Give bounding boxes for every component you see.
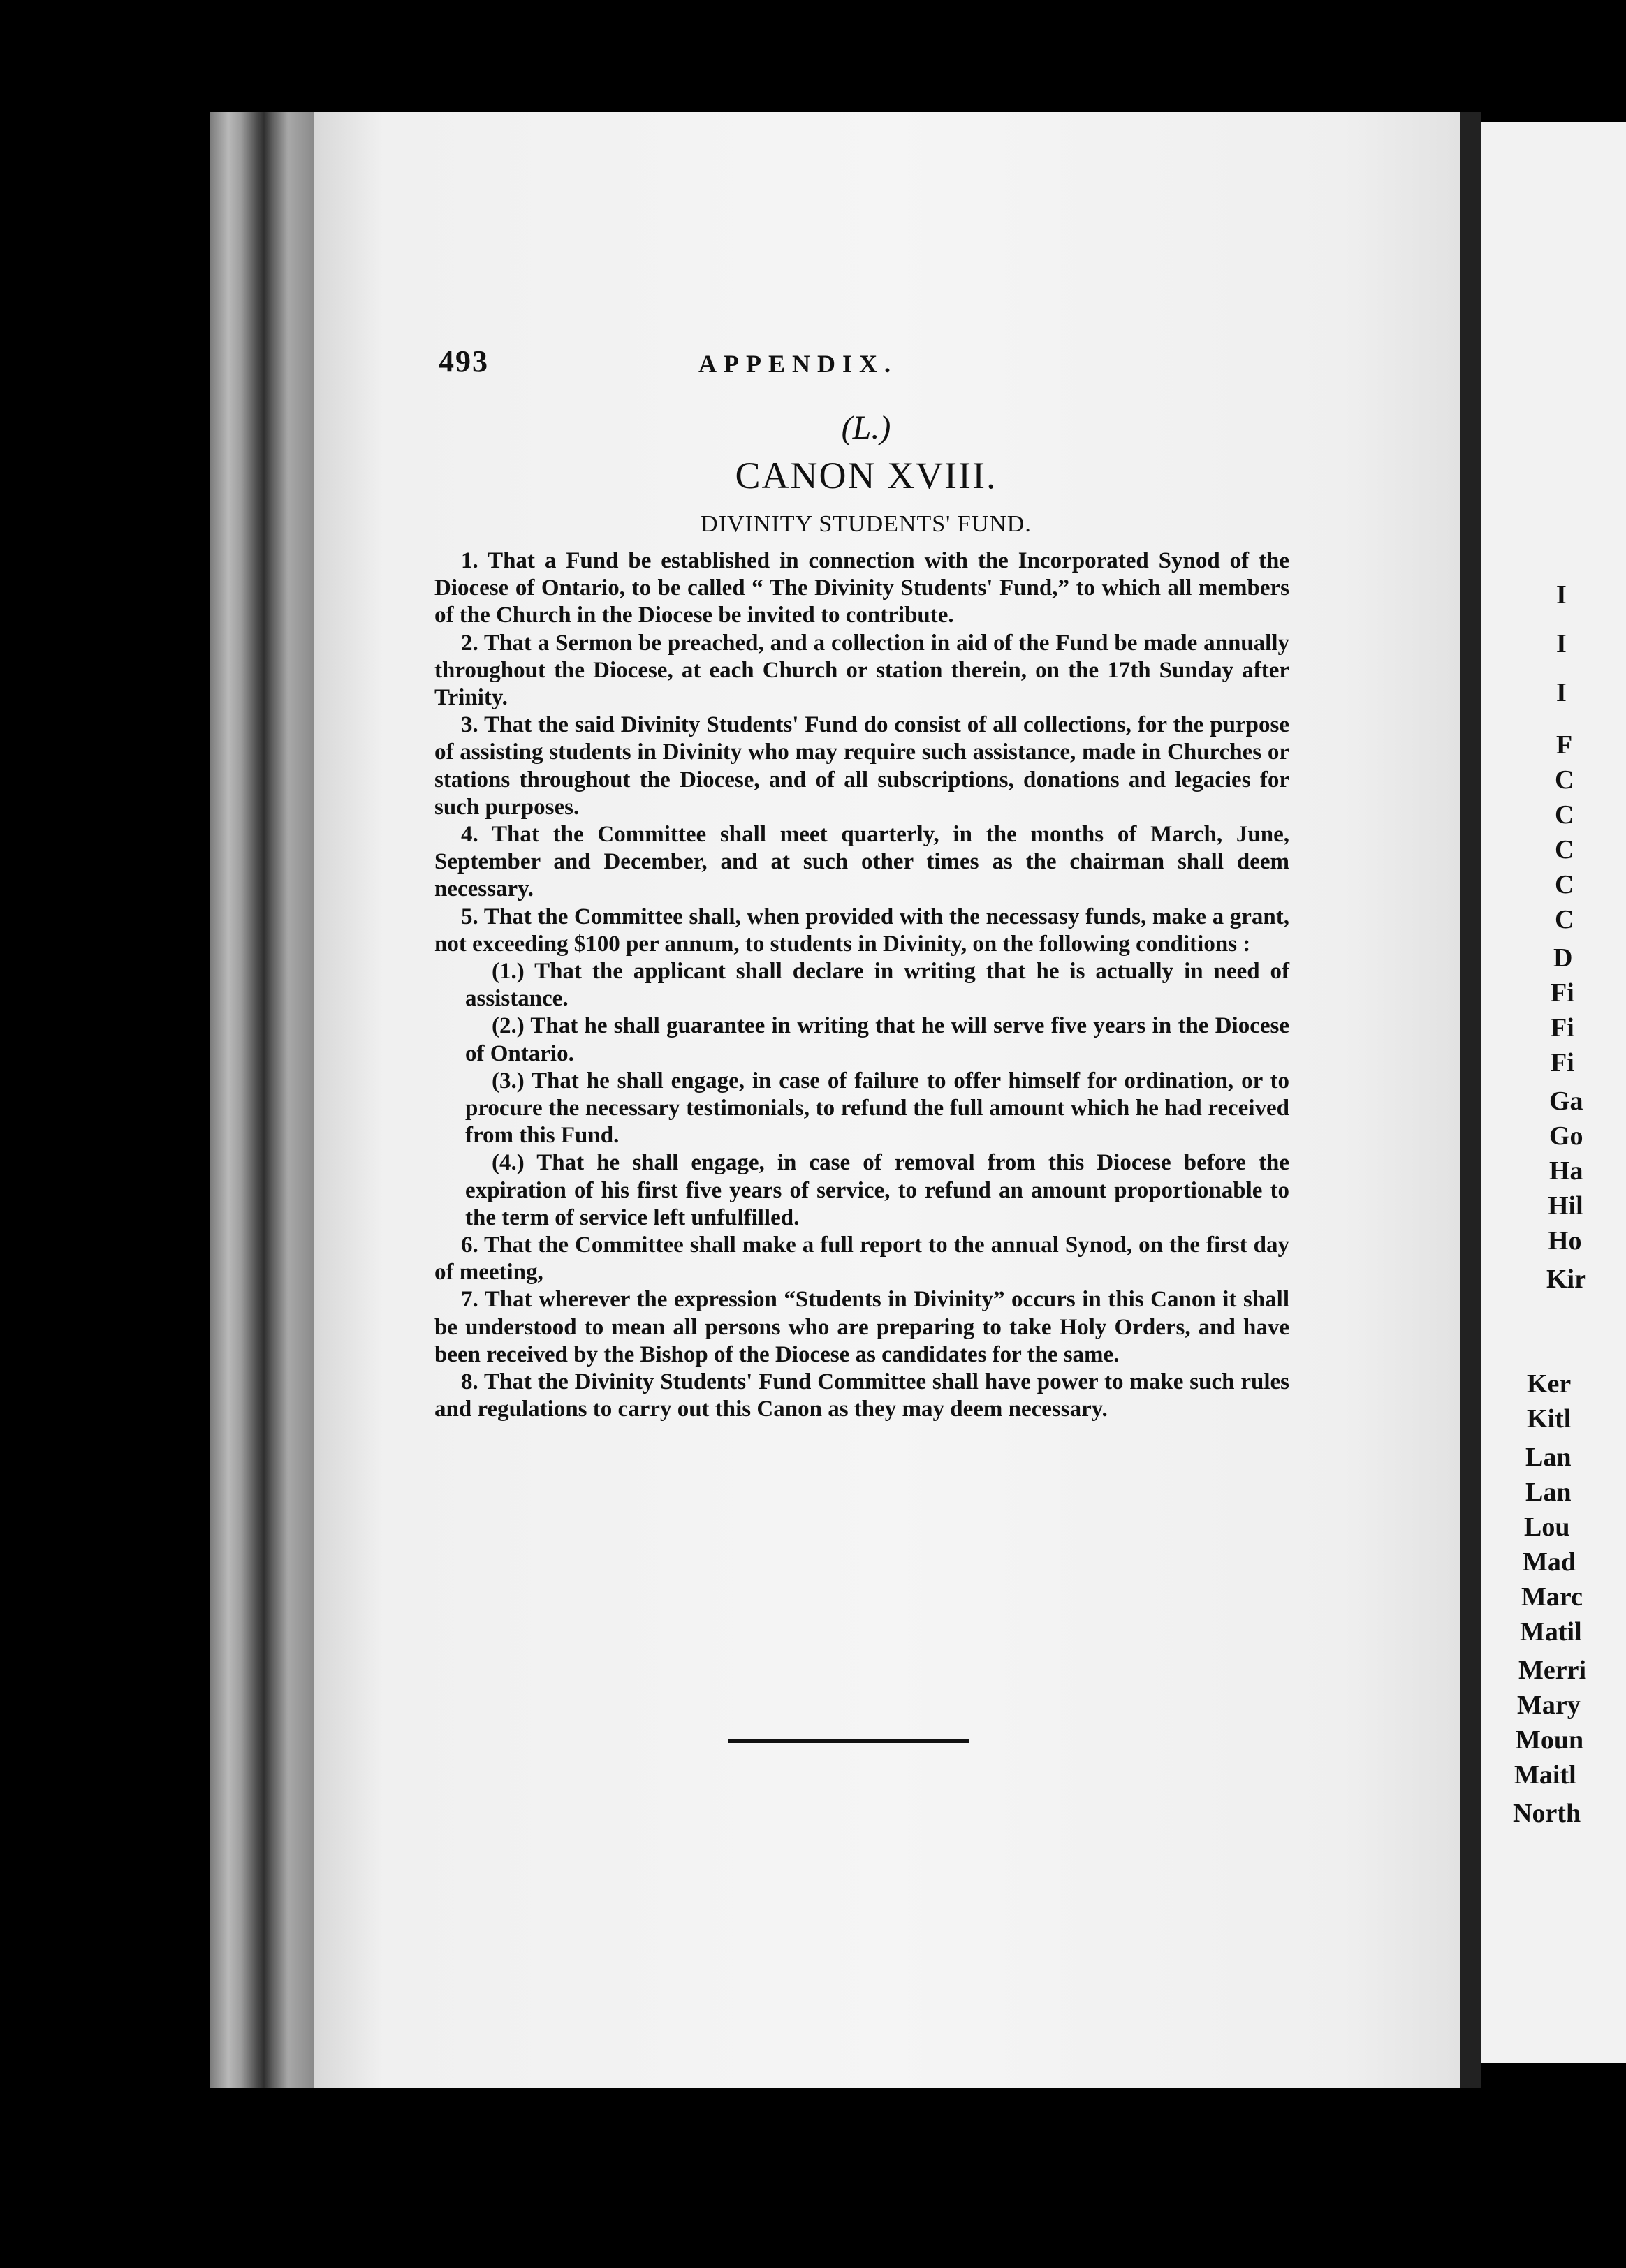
paragraph-3: 3. That the said Divinity Students' Fund do consist of all collections, for the purpose of assisting students in Divinity who may require such assistance, made in Churches or stations throughout the Diocese, and of all subscriptions, donations and legacies for such purposes. <box>434 712 1289 820</box>
right-page-fragment: Kitl <box>1527 1404 1572 1434</box>
right-page-fragment: Maitl <box>1514 1760 1576 1790</box>
page-number: 493 <box>439 344 489 378</box>
right-page-fragment: Ga <box>1549 1087 1583 1116</box>
right-page-fragment: Matil <box>1520 1617 1582 1647</box>
condition-3: (3.) That he shall engage, in case of failure to offer himself for ordination, or to procure the necessary testimonials, to refund the full amount which he had received from this Fund. <box>465 1068 1289 1149</box>
right-page-fragment: I <box>1556 678 1567 707</box>
right-page-fragment: Kir <box>1546 1265 1586 1294</box>
canon-body <box>434 547 1289 1424</box>
right-page-fragment: Marc <box>1521 1582 1583 1612</box>
right-page-fragment: Hil <box>1548 1191 1583 1221</box>
condition-1: (1.) That the applicant shall declare in writing that he is actually in need of assistance. <box>465 959 1289 1012</box>
right-page-fragment: C <box>1555 765 1574 795</box>
right-page-fragment: C <box>1555 905 1574 934</box>
paragraph-4: 4. That the Committee shall meet quarterly, in the months of March, June, September and December, and at such other times as the chairman shall deem necessary. <box>434 822 1289 902</box>
right-page <box>1481 122 1626 2063</box>
end-rule <box>728 1739 969 1743</box>
right-page-fragment: C <box>1555 800 1574 830</box>
fund-title: DIVINITY STUDENTS' FUND. <box>701 511 1032 537</box>
right-page-fragment: I <box>1556 629 1567 658</box>
right-page-fragment: Fi <box>1551 1048 1574 1077</box>
right-page-fragment: I <box>1556 580 1567 610</box>
right-page-fragment: Merri <box>1518 1656 1587 1685</box>
canon-title: CANON XVIII. <box>735 455 997 496</box>
right-page-fragment: Ho <box>1548 1226 1582 1256</box>
right-page-fragment: Ha <box>1549 1156 1583 1186</box>
paragraph-6: 6. That the Committee shall make a full report to the annual Synod, on the first day of meeting, <box>434 1232 1289 1286</box>
paragraph-2: 2. That a Sermon be preached, and a collection in aid of the Fund be made annually throughout the Diocese, at each Church or station therein, on the 17th Sunday after Trinity. <box>434 630 1289 711</box>
right-page-fragment: Lan <box>1525 1443 1572 1472</box>
right-page-fragment: Fi <box>1551 1013 1574 1043</box>
right-page-fragment: Lan <box>1525 1478 1572 1507</box>
condition-2: (2.) That he shall guarantee in writing that he will serve five years in the Diocese of Ontario. <box>465 1013 1289 1066</box>
paragraph-1: 1. That a Fund be established in connection with the Incorporated Synod of the Diocese of Ontario, to be called “ The Divinity Students' Fund,” to which all members of the Church in the Diocese be invited to contribute. <box>434 548 1289 628</box>
right-page-fragment: Mary <box>1517 1691 1581 1720</box>
right-page-fragment: C <box>1555 835 1574 864</box>
right-page-fragment: Fi <box>1551 978 1574 1008</box>
right-page-fragment: Mad <box>1523 1547 1576 1577</box>
right-page-fragment: North <box>1513 1799 1581 1828</box>
right-page-fragment: F <box>1556 730 1573 760</box>
paragraph-7: 7. That wherever the expression “Students in Divinity” occurs in this Canon it shall be understood to mean all persons who are preparing to take Holy Orders, and have been received by the Bishop of the Diocese as candidates for the same. <box>434 1287 1289 1367</box>
running-head: APPENDIX. <box>698 350 898 378</box>
book-spine <box>210 112 314 2088</box>
right-page-fragment: Moun <box>1516 1725 1584 1755</box>
right-page-fragment: Lou <box>1524 1512 1570 1542</box>
right-page-fragments <box>1481 122 1626 2063</box>
page-gutter <box>1460 112 1481 2088</box>
right-page-fragment: Ker <box>1527 1369 1572 1399</box>
condition-4: (4.) That he shall engage, in case of removal from this Diocese before the expiration of his first five years of service, to refund an amount proportionable to the term of service left unfulfilled. <box>465 1150 1289 1230</box>
paragraph-5: 5. That the Committee shall, when provided with the necessasy funds, make a grant, not exceeding $100 per annum, to students in Divinity, on the following conditions : <box>434 904 1289 957</box>
right-page-fragment: D <box>1553 943 1573 973</box>
right-page-fragment: Go <box>1549 1121 1583 1151</box>
section-letter: (L.) <box>841 409 891 446</box>
paragraph-8: 8. That the Divinity Students' Fund Committee shall have power to make such rules and regulations to carry out this Canon as they may deem necessary. <box>434 1369 1289 1422</box>
right-page-fragment: C <box>1555 870 1574 899</box>
